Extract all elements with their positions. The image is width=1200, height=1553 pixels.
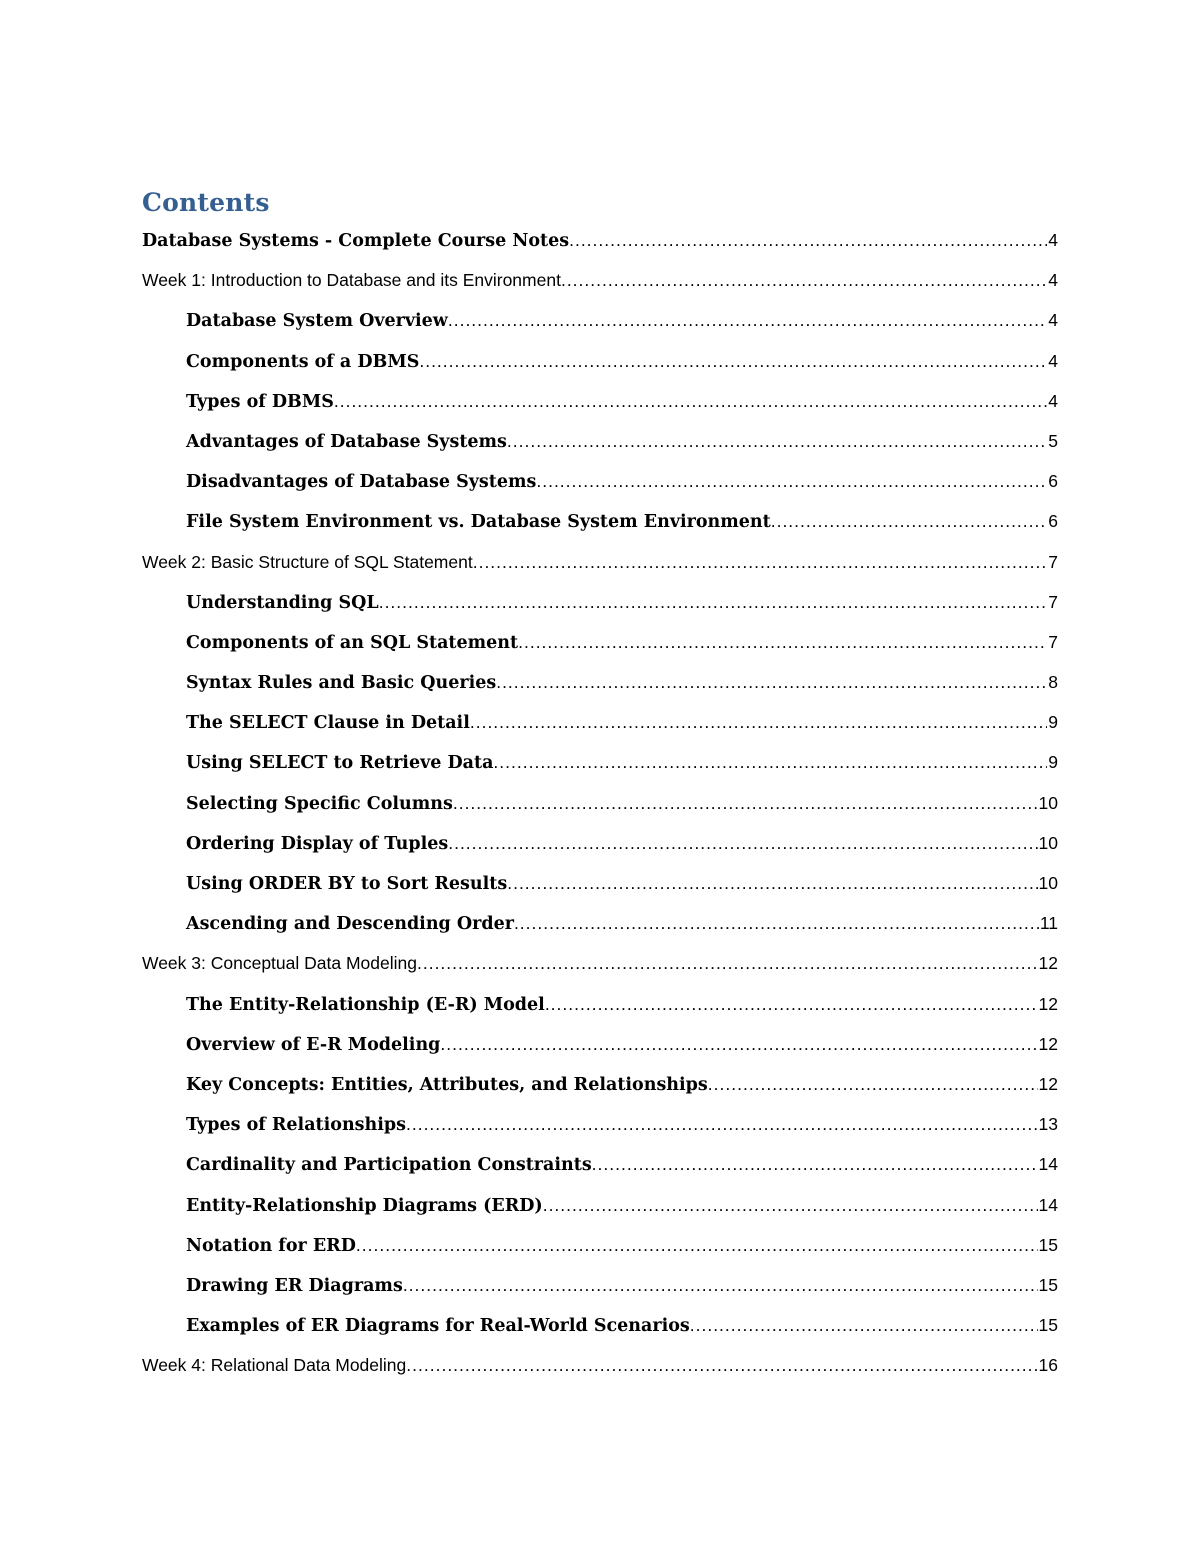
toc-entry[interactable] xyxy=(142,1024,1058,1064)
toc-entry-title[interactable]: Selecting Specific Columns xyxy=(186,793,453,814)
toc-entry-title[interactable]: Database System Overview xyxy=(186,311,448,332)
dot-leader xyxy=(356,1225,1038,1265)
dot-leader xyxy=(419,341,1047,381)
dot-leader xyxy=(448,300,1047,340)
dot-leader xyxy=(448,823,1037,863)
dot-leader xyxy=(545,984,1038,1024)
toc-page-number[interactable]: 14 xyxy=(1038,1194,1058,1215)
toc-entry[interactable] xyxy=(142,823,1058,863)
toc-entry[interactable] xyxy=(142,903,1058,943)
toc-page-number[interactable]: 11 xyxy=(1039,913,1058,934)
toc-page-number[interactable]: 12 xyxy=(1038,1033,1058,1054)
toc-entry[interactable] xyxy=(142,1305,1058,1345)
toc-page-number[interactable]: 4 xyxy=(1048,310,1058,331)
toc-page-number[interactable]: 15 xyxy=(1038,1315,1058,1336)
toc-entry-title[interactable]: File System Environment vs. Database System Environment xyxy=(186,512,771,533)
toc-entry-title[interactable]: Advantages of Database Systems xyxy=(186,431,507,452)
toc-page-number[interactable]: 4 xyxy=(1048,270,1058,291)
toc-page-number[interactable]: 15 xyxy=(1038,1234,1058,1255)
toc-entry-title[interactable]: Drawing ER Diagrams xyxy=(186,1275,403,1296)
toc-page-number[interactable]: 9 xyxy=(1048,712,1058,733)
toc-entry-title[interactable]: Ascending and Descending Order xyxy=(186,914,514,935)
toc-entry[interactable] xyxy=(142,662,1058,702)
dot-leader xyxy=(403,1265,1038,1305)
toc-entry[interactable] xyxy=(142,742,1058,782)
dot-leader xyxy=(493,742,1047,782)
toc-entry-title[interactable]: The SELECT Clause in Detail xyxy=(186,713,470,734)
toc-entry-title[interactable]: Key Concepts: Entities, Attributes, and Relationships xyxy=(186,1074,708,1095)
toc-entry-title[interactable]: Ordering Display of Tuples xyxy=(186,833,449,854)
toc-page-number[interactable]: 13 xyxy=(1038,1114,1058,1135)
toc-page-number[interactable]: 16 xyxy=(1038,1355,1058,1376)
toc-entry[interactable] xyxy=(142,300,1058,340)
dot-leader xyxy=(440,1024,1037,1064)
toc-entry-title[interactable]: Overview of E-R Modeling xyxy=(186,1034,441,1055)
toc-page-number[interactable]: 7 xyxy=(1048,591,1058,612)
dot-leader xyxy=(771,501,1048,541)
toc-entry[interactable] xyxy=(142,582,1058,622)
toc-entry-title[interactable]: Database Systems - Complete Course Notes xyxy=(142,231,570,251)
table-of-contents xyxy=(142,220,1058,1385)
toc-entry[interactable] xyxy=(142,421,1058,461)
dot-leader xyxy=(379,582,1048,622)
dot-leader xyxy=(536,461,1047,501)
toc-entry-title[interactable]: Understanding SQL xyxy=(186,592,379,613)
dot-leader xyxy=(417,943,1038,983)
dot-leader xyxy=(406,1104,1038,1144)
dot-leader xyxy=(473,542,1048,582)
toc-entry[interactable] xyxy=(142,260,1058,300)
dot-leader xyxy=(334,381,1047,421)
toc-entry[interactable] xyxy=(142,1144,1058,1184)
toc-page-number[interactable]: 10 xyxy=(1038,792,1058,813)
toc-page-number[interactable]: 7 xyxy=(1048,551,1058,572)
toc-entry[interactable] xyxy=(142,943,1058,983)
dot-leader xyxy=(507,863,1037,903)
dot-leader xyxy=(561,260,1047,300)
toc-entry-title[interactable]: Components of a DBMS xyxy=(186,351,420,372)
toc-entry-title[interactable]: Entity-Relationship Diagrams (ERD) xyxy=(186,1195,543,1216)
toc-entry[interactable] xyxy=(142,220,1058,260)
toc-entry[interactable] xyxy=(142,622,1058,662)
toc-page-number[interactable]: 4 xyxy=(1048,350,1058,371)
toc-entry-title[interactable]: Using ORDER BY to Sort Results xyxy=(186,874,508,894)
toc-entry[interactable] xyxy=(142,984,1058,1024)
toc-page-number[interactable]: 9 xyxy=(1048,752,1058,773)
toc-entry-title[interactable]: Cardinality and Participation Constraints xyxy=(186,1155,592,1176)
dot-leader xyxy=(406,1345,1037,1385)
toc-entry[interactable] xyxy=(142,461,1058,501)
toc-entry[interactable] xyxy=(142,542,1058,582)
toc-page-number[interactable]: 15 xyxy=(1038,1274,1058,1295)
toc-entry[interactable] xyxy=(142,1104,1058,1144)
toc-entry-title[interactable]: Disadvantages of Database Systems xyxy=(186,472,537,493)
toc-entry[interactable] xyxy=(142,501,1058,541)
toc-page-number[interactable]: 5 xyxy=(1048,430,1058,451)
toc-entry[interactable] xyxy=(142,1265,1058,1305)
toc-entry-title[interactable]: Components of an SQL Statement xyxy=(186,632,519,653)
toc-entry[interactable] xyxy=(142,1345,1058,1385)
toc-entry-title[interactable]: Notation for ERD xyxy=(186,1235,356,1256)
toc-page-number[interactable]: 12 xyxy=(1038,1073,1058,1094)
toc-page-number[interactable]: 12 xyxy=(1038,993,1058,1014)
contents-heading: Contents xyxy=(142,188,270,217)
toc-entry[interactable] xyxy=(142,1225,1058,1265)
toc-entry-title[interactable]: Week 4: Relational Data Modeling xyxy=(142,1355,407,1376)
toc-entry[interactable] xyxy=(142,1185,1058,1225)
toc-entry[interactable] xyxy=(142,341,1058,381)
toc-page-number[interactable]: 7 xyxy=(1048,631,1058,652)
toc-page-number[interactable]: 8 xyxy=(1048,672,1058,693)
dot-leader xyxy=(690,1305,1038,1345)
dot-leader xyxy=(592,1144,1038,1184)
toc-entry[interactable] xyxy=(142,863,1058,903)
toc-page-number[interactable]: 6 xyxy=(1048,471,1058,492)
toc-entry-title[interactable]: Using SELECT to Retrieve Data xyxy=(186,753,494,774)
toc-entry-title[interactable]: Types of Relationships xyxy=(186,1115,406,1136)
toc-page-number[interactable]: 10 xyxy=(1038,873,1058,893)
toc-page-number[interactable]: 6 xyxy=(1048,511,1058,532)
dot-leader xyxy=(507,421,1047,461)
toc-page-number[interactable]: 10 xyxy=(1038,832,1058,853)
toc-entry[interactable] xyxy=(142,783,1058,823)
dot-leader xyxy=(470,702,1047,742)
toc-entry-title[interactable]: Week 2: Basic Structure of SQL Statement xyxy=(142,551,473,572)
toc-page-number[interactable]: 12 xyxy=(1038,953,1058,974)
dot-leader xyxy=(569,220,1047,260)
toc-page-number[interactable]: 4 xyxy=(1048,230,1058,250)
toc-entry[interactable] xyxy=(142,381,1058,421)
dot-leader xyxy=(496,662,1047,702)
dot-leader xyxy=(453,783,1038,823)
toc-entry-title[interactable]: Week 3: Conceptual Data Modeling xyxy=(142,953,417,974)
dot-leader xyxy=(543,1185,1038,1225)
toc-page-number[interactable]: 14 xyxy=(1038,1154,1058,1175)
dot-leader xyxy=(708,1064,1038,1104)
dot-leader xyxy=(518,622,1047,662)
toc-entry-title[interactable]: Syntax Rules and Basic Queries xyxy=(186,673,497,694)
toc-entry-title[interactable]: Types of DBMS xyxy=(186,391,334,412)
toc-entry-title[interactable]: The Entity-Relationship (E-R) Model xyxy=(186,994,545,1015)
toc-page-number[interactable]: 4 xyxy=(1048,390,1058,411)
toc-entry[interactable] xyxy=(142,1064,1058,1104)
dot-leader xyxy=(514,903,1039,943)
toc-entry-title[interactable]: Week 1: Introduction to Database and its Environment xyxy=(142,270,561,291)
toc-entry[interactable] xyxy=(142,702,1058,742)
toc-entry-title[interactable]: Examples of ER Diagrams for Real-World Scenarios xyxy=(186,1316,690,1337)
